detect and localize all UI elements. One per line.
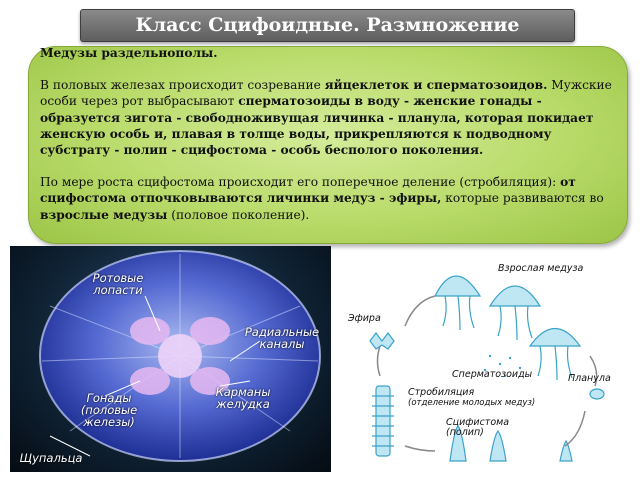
life-cycle-illustration — [340, 246, 632, 472]
ephyra-label: Эфира — [348, 313, 381, 324]
gonads-label — [54, 392, 164, 428]
sperm-label: Сперматозоиды — [452, 369, 533, 380]
radial-canals-line-1: Радиальные — [244, 325, 320, 339]
p3-bold-d: взрослые медузы — [40, 207, 168, 222]
gastric-pockets-line-2: желудка — [216, 397, 270, 411]
scyphistoma-line-2: (полип) — [446, 427, 484, 438]
paragraph-1 — [40, 45, 620, 61]
life-cycle-diagram — [340, 246, 632, 472]
paragraph-3 — [40, 174, 620, 223]
gastric-pockets-label — [208, 386, 278, 410]
adult-medusa-label: Взрослая медуза — [498, 263, 584, 274]
jellyfish-illustration — [10, 246, 331, 472]
strobilation-line-1: Стробиляция — [408, 387, 475, 398]
p3-text-e: (половое поколение). — [167, 207, 310, 222]
p3-text-c: которые развиваются во — [441, 191, 604, 206]
p2-text-a: В половых железах происходит созревание — [40, 78, 325, 93]
p2-bold-d: сперматозоиды в воду - женские гонады - образуется зигота - свободноживущая личинка - планула, которая покидает женскую особь и, плавая в толще воды, прикрепляются к подводному субстрату - полип - сцифостома - особь бесполого поколения. — [40, 94, 594, 158]
gastric-pockets-line-1: Карманы — [215, 385, 271, 399]
jellyfish-photo — [10, 246, 331, 472]
gonads-line-1: Гонады — [86, 391, 132, 405]
gonads-line-2: (половые железы) — [80, 403, 138, 429]
text-content — [40, 45, 620, 223]
planula-label: Планула — [568, 373, 611, 384]
p3-bold-b: от сцифостома отпочковываются личинки медуз - эфиры, — [40, 175, 576, 206]
sexes-statement: Медузы раздельнополы. — [40, 46, 218, 60]
strobilation-line-2: (отделение молодых медуз) — [408, 398, 536, 408]
p3-text-a: По мере роста сцифостома происходит его поперечное деление (стробиляция): — [40, 175, 561, 190]
oral-lobes-line-2: лопасти — [93, 283, 143, 297]
paragraph-2 — [40, 77, 620, 158]
scyphistoma-line-1: Сцифистома — [446, 417, 510, 428]
radial-canals-label — [242, 326, 322, 350]
tentacles-label: Щупальца — [19, 451, 83, 465]
radial-canals-line-2: каналы — [259, 337, 305, 351]
p2-text-c: Мужские особи через рот выбрасывают — [40, 78, 612, 109]
oral-lobes-line-1: Ротовые — [92, 271, 144, 285]
p2-bold-b: яйцеклеток и сперматозоидов. — [324, 78, 548, 93]
scyphistoma-label — [446, 418, 509, 438]
slide-title: Класс Сцифоидные. Размножение — [80, 9, 575, 42]
oral-lobes-label — [88, 272, 148, 296]
strobilation-label — [408, 388, 535, 408]
